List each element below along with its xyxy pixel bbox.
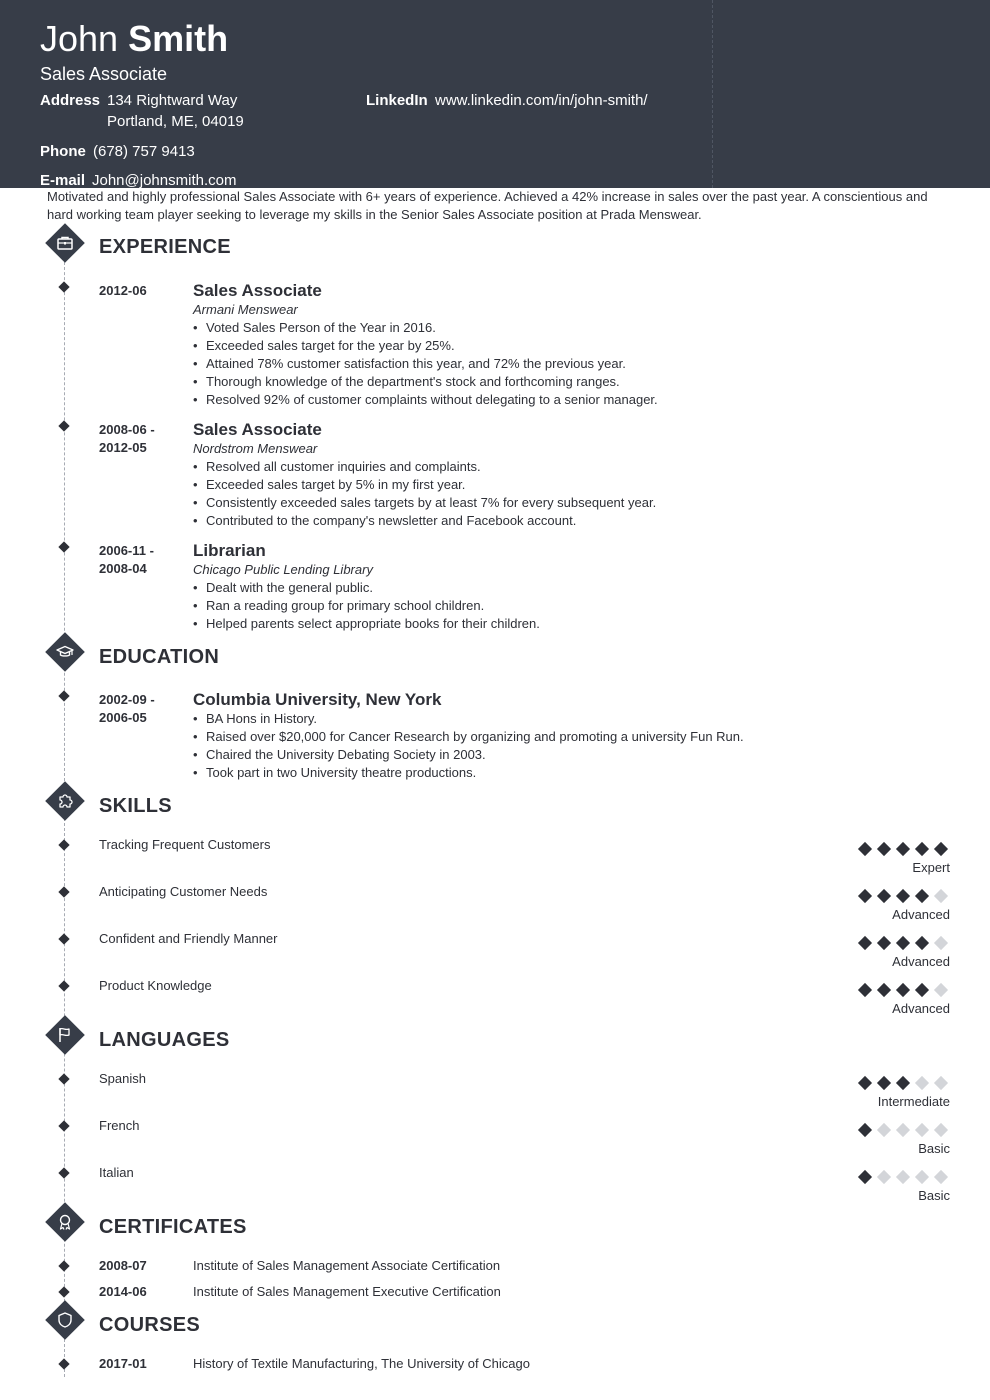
experience-entry: [193, 540, 953, 633]
entry-bullets: [193, 319, 953, 409]
date-start: 2008-06 -: [99, 422, 155, 437]
resume-header: [0, 0, 990, 188]
timeline-bullet: [58, 690, 69, 701]
timeline-bullet: [58, 980, 69, 991]
rating-diamond-empty: [896, 1123, 910, 1137]
date-end: 2008-04: [99, 561, 147, 576]
rating-diamond-filled: [896, 983, 910, 997]
entry-title: Sales Associate: [193, 420, 322, 439]
rating-diamond-empty: [896, 1170, 910, 1184]
rating-diamond-filled: [896, 1076, 910, 1090]
list-item: • Resolved 92% of customer complaints without delegating to a senior manager.: [193, 391, 953, 409]
rating-diamond-empty: [934, 1170, 948, 1184]
timeline-bullet: [58, 886, 69, 897]
summary-text: Motivated and highly professional Sales Associate with 6+ years of experience. Achieved a 42% increase in sales over the past year. A conscientious and hard working team player seeking to leverage my skills in the Senior Sales Associate position at Prada Menswear.: [47, 189, 928, 222]
last-name: Smith: [128, 18, 229, 59]
rating-diamond-filled: [858, 1123, 872, 1137]
entry-company: Nordstrom Menswear: [193, 441, 318, 456]
timeline-bullet: [58, 541, 69, 552]
rating-diamond-filled: [915, 936, 929, 950]
skill-name: Tracking Frequent Customers: [99, 837, 271, 852]
rating-dots: [850, 1075, 950, 1089]
timeline-bullet: [58, 1286, 69, 1297]
section-title-languages: LANGUAGES: [99, 1029, 230, 1051]
timeline-bullet: [58, 1120, 69, 1131]
rating-diamond-filled: [858, 1170, 872, 1184]
rating-diamond-empty: [934, 1123, 948, 1137]
rating-dots: [850, 982, 950, 996]
experience-entry: [193, 419, 953, 530]
entry-bullets: [193, 710, 953, 782]
education-entry: [193, 689, 953, 782]
rating-diamond-filled: [915, 842, 929, 856]
rating-diamond-empty: [934, 983, 948, 997]
rating-diamond-filled: [896, 889, 910, 903]
entry-bullets: [193, 579, 953, 633]
rating-diamond-filled: [915, 889, 929, 903]
section-title-skills: SKILLS: [99, 795, 172, 817]
rating-diamond-filled: [877, 842, 891, 856]
skill-level: Advanced: [892, 907, 950, 922]
timeline-bullet: [58, 1073, 69, 1084]
entry-company: Chicago Public Lending Library: [193, 562, 373, 577]
section-title-experience: EXPERIENCE: [99, 236, 231, 258]
list-item: • Chaired the University Debating Society in 2003.: [193, 746, 953, 764]
list-item: • Consistently exceeded sales targets by at least 7% for every subsequent year.: [193, 494, 953, 512]
education-date: [99, 691, 179, 727]
language-level: Basic: [918, 1141, 950, 1156]
timeline-bullet: [58, 1260, 69, 1271]
language-name: French: [99, 1118, 140, 1133]
entry-title: Sales Associate: [193, 281, 322, 300]
rating-dots: [850, 1122, 950, 1136]
experience-date: [99, 282, 179, 300]
flag-icon: [46, 1016, 84, 1054]
list-item: • Exceeded sales target by 5% in my first year.: [193, 476, 953, 494]
rating-diamond-filled: [896, 936, 910, 950]
timeline-bullet: [58, 1358, 69, 1369]
certificate-date: 2008-07: [99, 1258, 147, 1273]
list-item: • Resolved all customer inquiries and complaints.: [193, 458, 953, 476]
experience-date: [99, 421, 179, 457]
language-name: Italian: [99, 1165, 134, 1180]
phone-block: [40, 141, 195, 162]
rating-diamond-empty: [877, 1170, 891, 1184]
rating-diamond-filled: [877, 889, 891, 903]
experience-date: [99, 542, 179, 578]
graduation-cap-icon: [46, 633, 84, 671]
date-start: 2006-11 -: [99, 543, 154, 558]
address-line2: Portland, ME, 04019: [107, 113, 244, 130]
certificate-name: Institute of Sales Management Associate Certification: [193, 1258, 501, 1273]
skill-name: Confident and Friendly Manner: [99, 931, 278, 946]
skill-level: Expert: [912, 860, 950, 875]
address-block: [40, 90, 244, 130]
rating-diamond-filled: [858, 889, 872, 903]
timeline-bullet: [58, 1167, 69, 1178]
header-divider: [712, 0, 713, 188]
timeline-bullet: [58, 420, 69, 431]
phone-value: (678) 757 9413: [93, 143, 195, 160]
certificate-date: 2014-06: [99, 1284, 147, 1299]
linkedin-label: LinkedIn: [366, 92, 428, 109]
list-item: • Thorough knowledge of the department's stock and forthcoming ranges.: [193, 373, 953, 391]
rating-diamond-empty: [934, 889, 948, 903]
rating-diamond-filled: [934, 842, 948, 856]
language-level: Intermediate: [877, 1094, 950, 1109]
entry-bullets: [193, 458, 953, 530]
email-label: E-mail: [40, 172, 86, 189]
course-date: 2017-01: [99, 1356, 147, 1371]
rating-diamond-empty: [877, 1123, 891, 1137]
list-item: • Exceeded sales target for the year by 25%.: [193, 337, 953, 355]
rating-dots: [850, 1169, 950, 1183]
date-end: 2012-05: [99, 440, 147, 455]
rating-diamond-filled: [858, 983, 872, 997]
email-link[interactable]: John@johnsmith.com: [92, 172, 237, 189]
course-name: History of Textile Manufacturing, The University of Chicago: [193, 1356, 530, 1371]
date-start: 2012-06: [99, 283, 147, 298]
skill-name: Product Knowledge: [99, 978, 212, 993]
entry-title: Columbia University, New York: [193, 690, 442, 709]
timeline-bullet: [58, 281, 69, 292]
timeline-bullet: [58, 933, 69, 944]
rating-diamond-filled: [877, 936, 891, 950]
rating-dots: [850, 888, 950, 902]
rating-diamond-empty: [915, 1123, 929, 1137]
rating-diamond-filled: [858, 1076, 872, 1090]
job-title: Sales Associate: [40, 64, 168, 84]
briefcase-icon: [46, 224, 84, 262]
entry-company: Armani Menswear: [193, 302, 298, 317]
rating-dots: [850, 841, 950, 855]
first-name: John: [40, 18, 119, 59]
rating-diamond-empty: [915, 1170, 929, 1184]
language-name: Spanish: [99, 1071, 146, 1086]
timeline-bullet: [58, 839, 69, 850]
rating-diamond-filled: [896, 842, 910, 856]
list-item: • Took part in two University theatre productions.: [193, 764, 953, 782]
rating-diamond-empty: [915, 1076, 929, 1090]
skill-level: Advanced: [892, 954, 950, 969]
language-level: Basic: [918, 1188, 950, 1203]
skill-name: Anticipating Customer Needs: [99, 884, 268, 899]
award-ribbon-icon: [46, 1203, 84, 1241]
list-item: • Dealt with the general public.: [193, 579, 953, 597]
puzzle-icon: [46, 782, 84, 820]
linkedin-block: [366, 90, 648, 111]
date-end: 2006-05: [99, 710, 147, 725]
linkedin-link[interactable]: www.linkedin.com/in/john-smith/: [435, 92, 648, 109]
skill-level: Advanced: [892, 1001, 950, 1016]
full-name: [40, 18, 228, 60]
phone-label: Phone: [40, 143, 86, 160]
entry-title: Librarian: [193, 541, 266, 560]
rating-diamond-filled: [858, 842, 872, 856]
rating-diamond-empty: [934, 936, 948, 950]
certificate-name: Institute of Sales Management Executive Certification: [193, 1284, 501, 1299]
date-start: 2002-09 -: [99, 692, 155, 707]
rating-diamond-filled: [877, 1076, 891, 1090]
rating-diamond-filled: [877, 983, 891, 997]
section-title-education: EDUCATION: [99, 646, 220, 668]
rating-diamond-empty: [934, 1076, 948, 1090]
list-item: • Helped parents select appropriate books for their children.: [193, 615, 953, 633]
section-title-certificates: CERTIFICATES: [99, 1216, 247, 1238]
list-item: • Contributed to the company's newsletter and Facebook account.: [193, 512, 953, 530]
address-label: Address: [40, 92, 101, 109]
rating-dots: [850, 935, 950, 949]
list-item: • Raised over $20,000 for Cancer Research by organizing and promoting a university Fun Run.: [193, 728, 953, 746]
list-item: • Ran a reading group for primary school children.: [193, 597, 953, 615]
experience-entry: [193, 280, 953, 409]
address-line1: 134 Rightward Way: [107, 92, 238, 109]
list-item: • BA Hons in History.: [193, 710, 953, 728]
list-item: • Attained 78% customer satisfaction this year, and 72% the previous year.: [193, 355, 953, 373]
list-item: • Voted Sales Person of the Year in 2016.: [193, 319, 953, 337]
shield-icon: [46, 1301, 84, 1339]
section-title-courses: COURSES: [99, 1314, 201, 1336]
rating-diamond-filled: [915, 983, 929, 997]
rating-diamond-filled: [858, 936, 872, 950]
